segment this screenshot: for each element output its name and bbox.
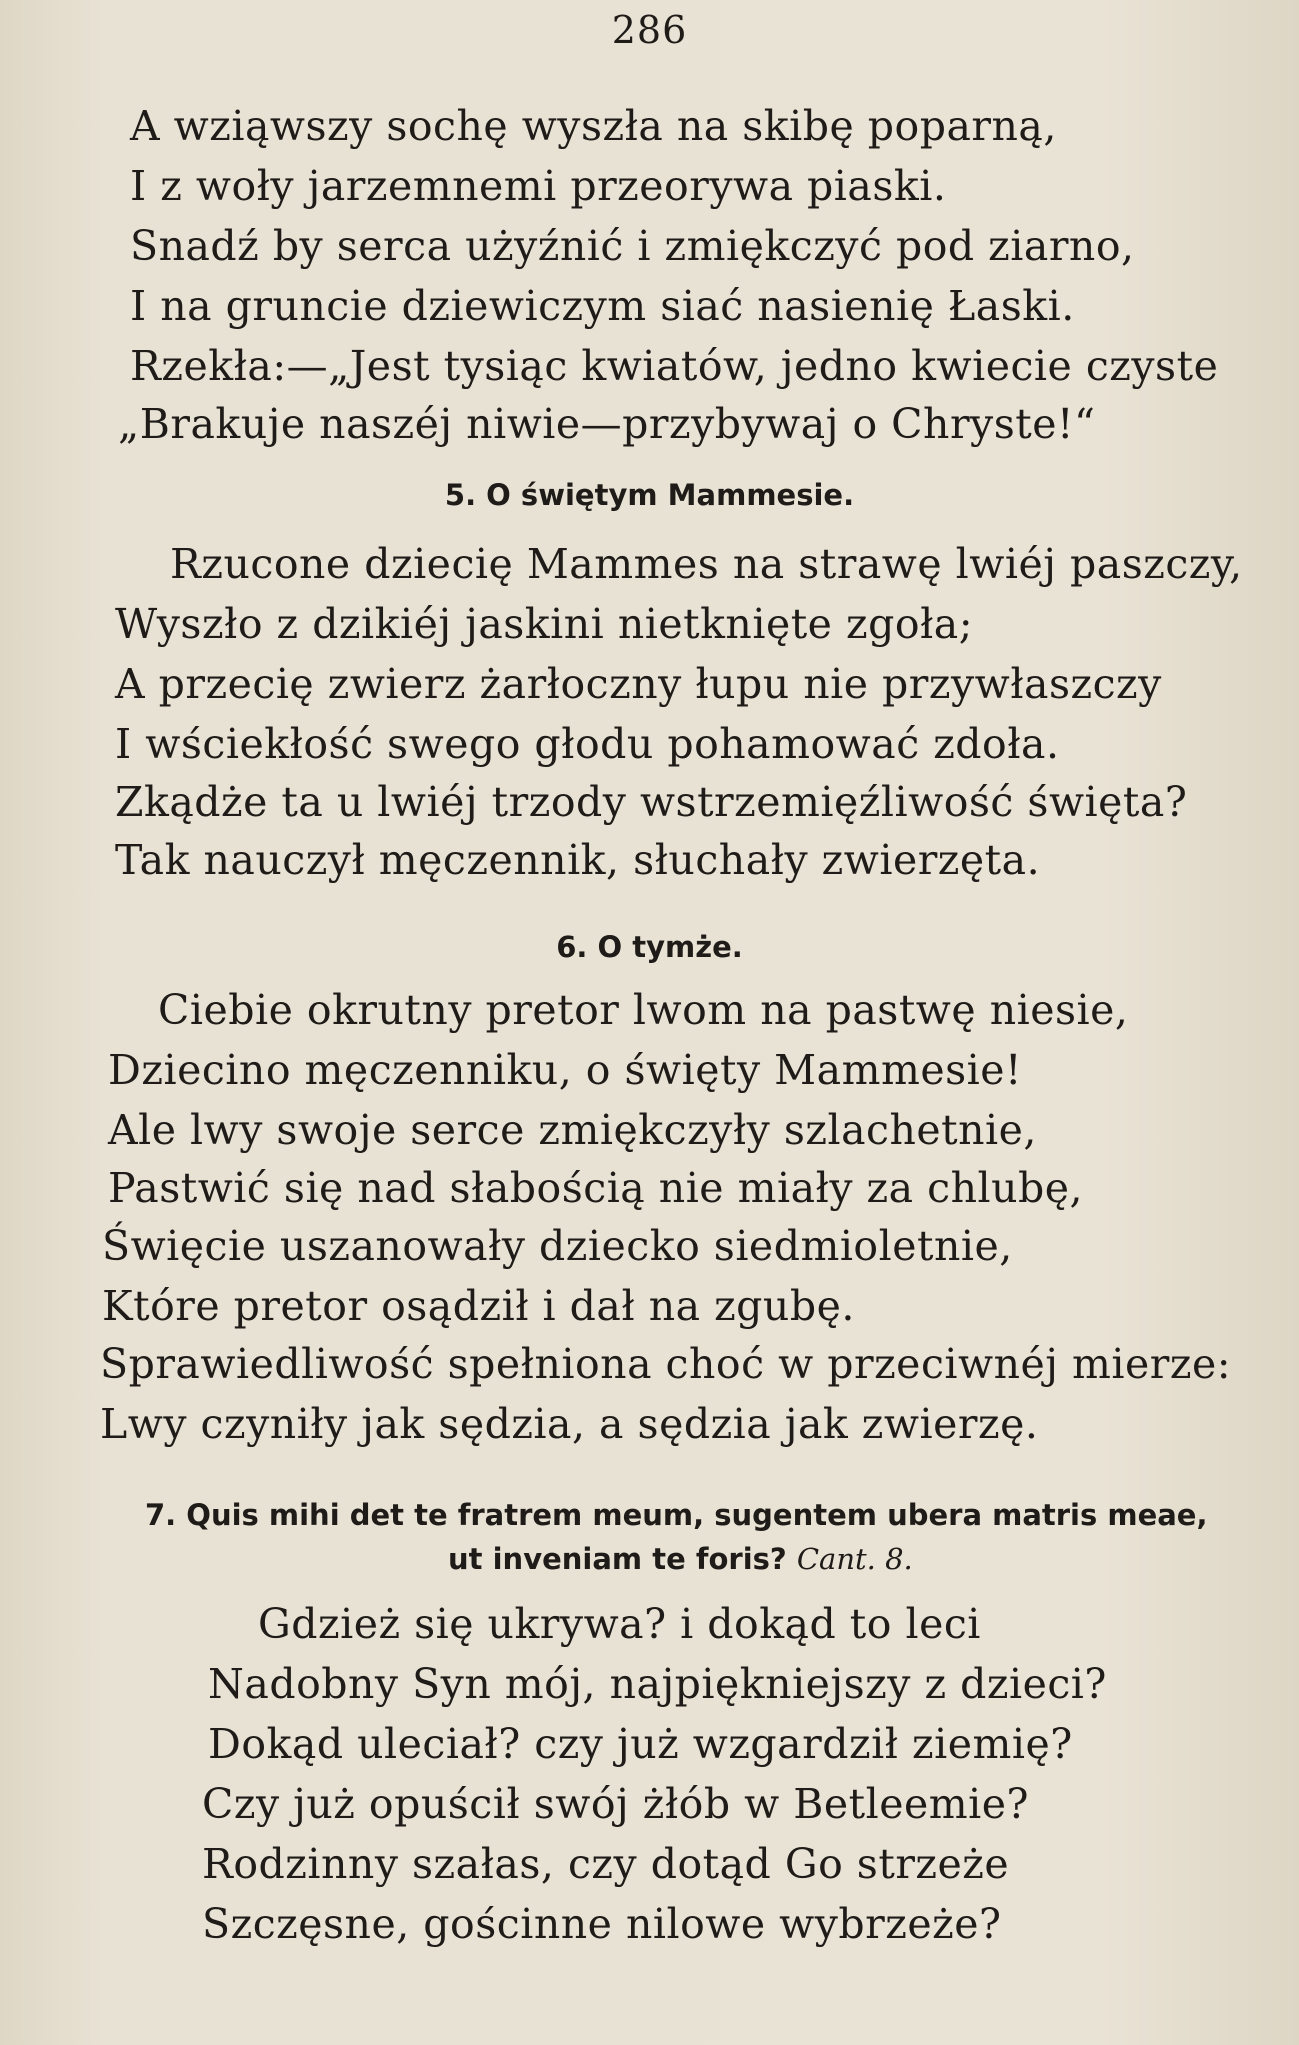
verse-line: Snadź by serca użyźnić i zmiękczyć pod ziarno, — [130, 222, 1135, 270]
verse-line: Wyszło z dzikiéj jaskini nietknięte zgoła; — [115, 600, 974, 648]
verse-line: Które pretor osądził i dał na zgubę. — [102, 1282, 855, 1330]
verse-line: Ale lwy swoje serce zmiękczyły szlachetnie, — [108, 1106, 1037, 1154]
verse-line: A przecię zwierz żarłoczny łupu nie przywłaszczy — [115, 660, 1162, 708]
verse-line: A wziąwszy sochę wyszła na skibę poparną, — [130, 102, 1057, 150]
verse-line: „Brakuje naszéj niwie—przybywaj o Chryste!“ — [118, 400, 1096, 448]
verse-line: Nadobny Syn mój, najpiękniejszy z dzieci? — [208, 1660, 1107, 1708]
verse-line: Szczęsne, gościnne nilowe wybrzeże? — [202, 1900, 1002, 1948]
verse-line: Sprawiedliwość spełniona choć w przeciwnéj mierze: — [100, 1340, 1232, 1388]
verse-line: Lwy czyniły jak sędzia, a sędzia jak zwierzę. — [100, 1400, 1039, 1448]
section6-heading: 6. O tymże. — [556, 930, 743, 964]
verse-line: I na gruncie dziewiczym siać nasienię Łaski. — [130, 282, 1075, 330]
verse-line: Rodzinny szałas, czy dotąd Go strzeże — [202, 1840, 1010, 1888]
verse-line: Rzucone dziecię Mammes na strawę lwiéj paszczy, — [170, 540, 1243, 588]
section7-heading-line1: 7. Quis mihi det te fratrem meum, sugentem ubera matris meae, — [145, 1498, 1208, 1532]
verse-line: Gdzież się ukrywa? i dokąd to leci — [258, 1600, 981, 1648]
section7-heading-text: ut inveniam te foris? — [448, 1542, 787, 1576]
verse-line: Dziecino męczenniku, o święty Mammesie! — [108, 1046, 1022, 1094]
section7-heading-line2 — [448, 1542, 913, 1576]
verse-line: Tak nauczył męczennik, słuchały zwierzęta. — [115, 836, 1041, 884]
verse-line: Dokąd uleciał? czy już wzgardził ziemię? — [208, 1720, 1073, 1768]
verse-line: Rzekła:—„Jest tysiąc kwiatów, jedno kwiecie czyste — [130, 342, 1219, 390]
verse-line: Ciebie okrutny pretor lwom na pastwę niesie, — [158, 986, 1129, 1034]
section5-heading: 5. O świętym Mammesie. — [444, 478, 855, 512]
verse-line: Zkądże ta u lwiéj trzody wstrzemięźliwość święta? — [115, 778, 1188, 826]
verse-line: Pastwić się nad słabością nie miały za chlubę, — [108, 1164, 1084, 1212]
verse-line: Czy już opuścił swój żłób w Betleemie? — [202, 1780, 1029, 1828]
section7-citation: Cant. 8. — [796, 1542, 913, 1576]
verse-line: I wściekłość swego głodu pohamować zdoła. — [115, 720, 1060, 768]
verse-line: Święcie uszanowały dziecko siedmioletnie, — [102, 1222, 1013, 1270]
verse-line: I z woły jarzemnemi przeorywa piaski. — [130, 162, 947, 210]
page-number: 286 — [611, 8, 688, 52]
